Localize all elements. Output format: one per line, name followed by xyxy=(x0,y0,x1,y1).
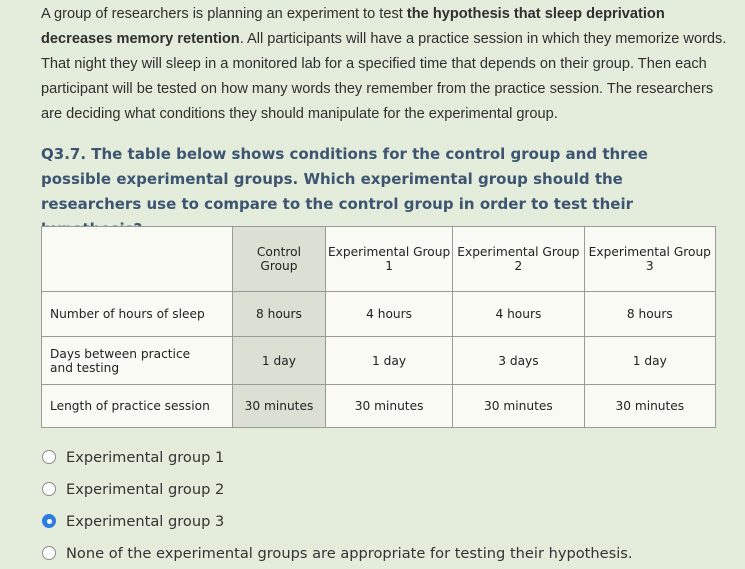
conditions-table xyxy=(41,226,716,428)
table-row xyxy=(42,385,716,428)
table-header-cell: Experimental Group 2 xyxy=(453,227,584,292)
answer-options xyxy=(42,441,633,569)
question-text: Q3.7. The table below shows conditions for the control group and three possible experimental groups. Which experimental group should the researchers use to compare to the control group in order to test their xyxy=(41,145,648,213)
table-row xyxy=(42,292,716,337)
row-label: Length of practice session xyxy=(42,385,233,428)
table-cell: 30 minutes xyxy=(453,385,584,428)
row-label: Days between practice and testing xyxy=(42,337,233,385)
radio-button[interactable] xyxy=(42,514,56,528)
option-none-appropriate[interactable] xyxy=(42,537,633,569)
option-experimental-group-3[interactable] xyxy=(42,505,633,537)
intro-paragraph xyxy=(41,2,731,127)
table-cell: 4 hours xyxy=(325,292,452,337)
radio-button[interactable] xyxy=(42,450,56,464)
radio-button[interactable] xyxy=(42,546,56,560)
option-label: Experimental group 3 xyxy=(66,512,225,530)
option-label: Experimental group 1 xyxy=(66,448,225,466)
table-cell: 8 hours xyxy=(584,292,715,337)
table-header-cell: Control Group xyxy=(232,227,325,292)
table-cell: 4 hours xyxy=(453,292,584,337)
radio-button[interactable] xyxy=(42,482,56,496)
table-header-cell xyxy=(42,227,233,292)
table-cell: 1 day xyxy=(232,337,325,385)
table-cell: 1 day xyxy=(325,337,452,385)
option-experimental-group-2[interactable] xyxy=(42,473,633,505)
table-cell: 30 minutes xyxy=(232,385,325,428)
table-cell: 1 day xyxy=(584,337,715,385)
table-cell: 3 days xyxy=(453,337,584,385)
table-header-row xyxy=(42,227,716,292)
row-label: Number of hours of sleep xyxy=(42,292,233,337)
intro-text-1: A group of researchers is planning an experiment to test xyxy=(41,6,407,22)
table-cell: 8 hours xyxy=(232,292,325,337)
table-header-cell: Experimental Group 1 xyxy=(325,227,452,292)
table-cell: 30 minutes xyxy=(325,385,452,428)
intro-hypothesis-bold: the hypothesis that sleep deprivation decreases memory retention xyxy=(41,6,665,47)
intro-text-2: . All participants will have a practice session in which they memorize words. That night they will sleep in a monitored lab for a specified time that depends on their group. Then each participant will be tested on how many words they remember from the practice session. The researchers are deciding what conditions they should manipulate for the experimental group. xyxy=(41,31,727,122)
table-cell: 30 minutes xyxy=(584,385,715,428)
option-experimental-group-1[interactable] xyxy=(42,441,633,473)
option-label: None of the experimental groups are appropriate for testing their hypothesis. xyxy=(66,544,633,562)
table-row xyxy=(42,337,716,385)
option-label: Experimental group 2 xyxy=(66,480,225,498)
table-header-cell: Experimental Group 3 xyxy=(584,227,715,292)
